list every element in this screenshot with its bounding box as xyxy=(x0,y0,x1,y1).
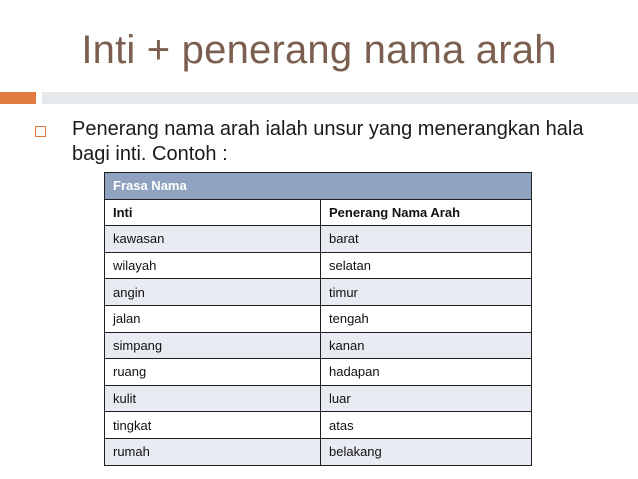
bullet-square-icon xyxy=(35,126,46,137)
cell-inti: tingkat xyxy=(105,412,321,439)
table-row xyxy=(105,305,532,332)
cell-penerang: hadapan xyxy=(321,359,532,386)
cell-penerang: belakang xyxy=(321,438,532,465)
cell-penerang: timur xyxy=(321,279,532,306)
table-row xyxy=(105,412,532,439)
table-row xyxy=(105,252,532,279)
cell-inti: jalan xyxy=(105,305,321,332)
table-header-row xyxy=(105,173,532,200)
table-row xyxy=(105,279,532,306)
cell-penerang: kanan xyxy=(321,332,532,359)
bullet-text: Penerang nama arah ialah unsur yang menerangkan hala bagi inti. Contoh : xyxy=(72,118,584,165)
column-header-inti: Inti xyxy=(105,199,321,226)
cell-penerang: atas xyxy=(321,412,532,439)
cell-inti: kulit xyxy=(105,385,321,412)
cell-penerang: barat xyxy=(321,226,532,253)
table-row xyxy=(105,226,532,253)
slide-title: Inti + penerang nama arah xyxy=(81,28,557,72)
cell-penerang: selatan xyxy=(321,252,532,279)
cell-inti: wilayah xyxy=(105,252,321,279)
cell-inti: rumah xyxy=(105,438,321,465)
cell-inti: ruang xyxy=(105,359,321,386)
table-header: Frasa Nama xyxy=(105,173,532,200)
table-row xyxy=(105,438,532,465)
accent-bar xyxy=(0,92,36,104)
cell-penerang: tengah xyxy=(321,305,532,332)
cell-inti: simpang xyxy=(105,332,321,359)
divider-bar xyxy=(42,92,638,104)
column-header-penerang: Penerang Nama Arah xyxy=(321,199,532,226)
table-row xyxy=(105,385,532,412)
table-row xyxy=(105,332,532,359)
column-header-row xyxy=(105,199,532,226)
frasa-nama-table xyxy=(104,172,532,466)
cell-inti: angin xyxy=(105,279,321,306)
table-row xyxy=(105,359,532,386)
cell-penerang: luar xyxy=(321,385,532,412)
cell-inti: kawasan xyxy=(105,226,321,253)
